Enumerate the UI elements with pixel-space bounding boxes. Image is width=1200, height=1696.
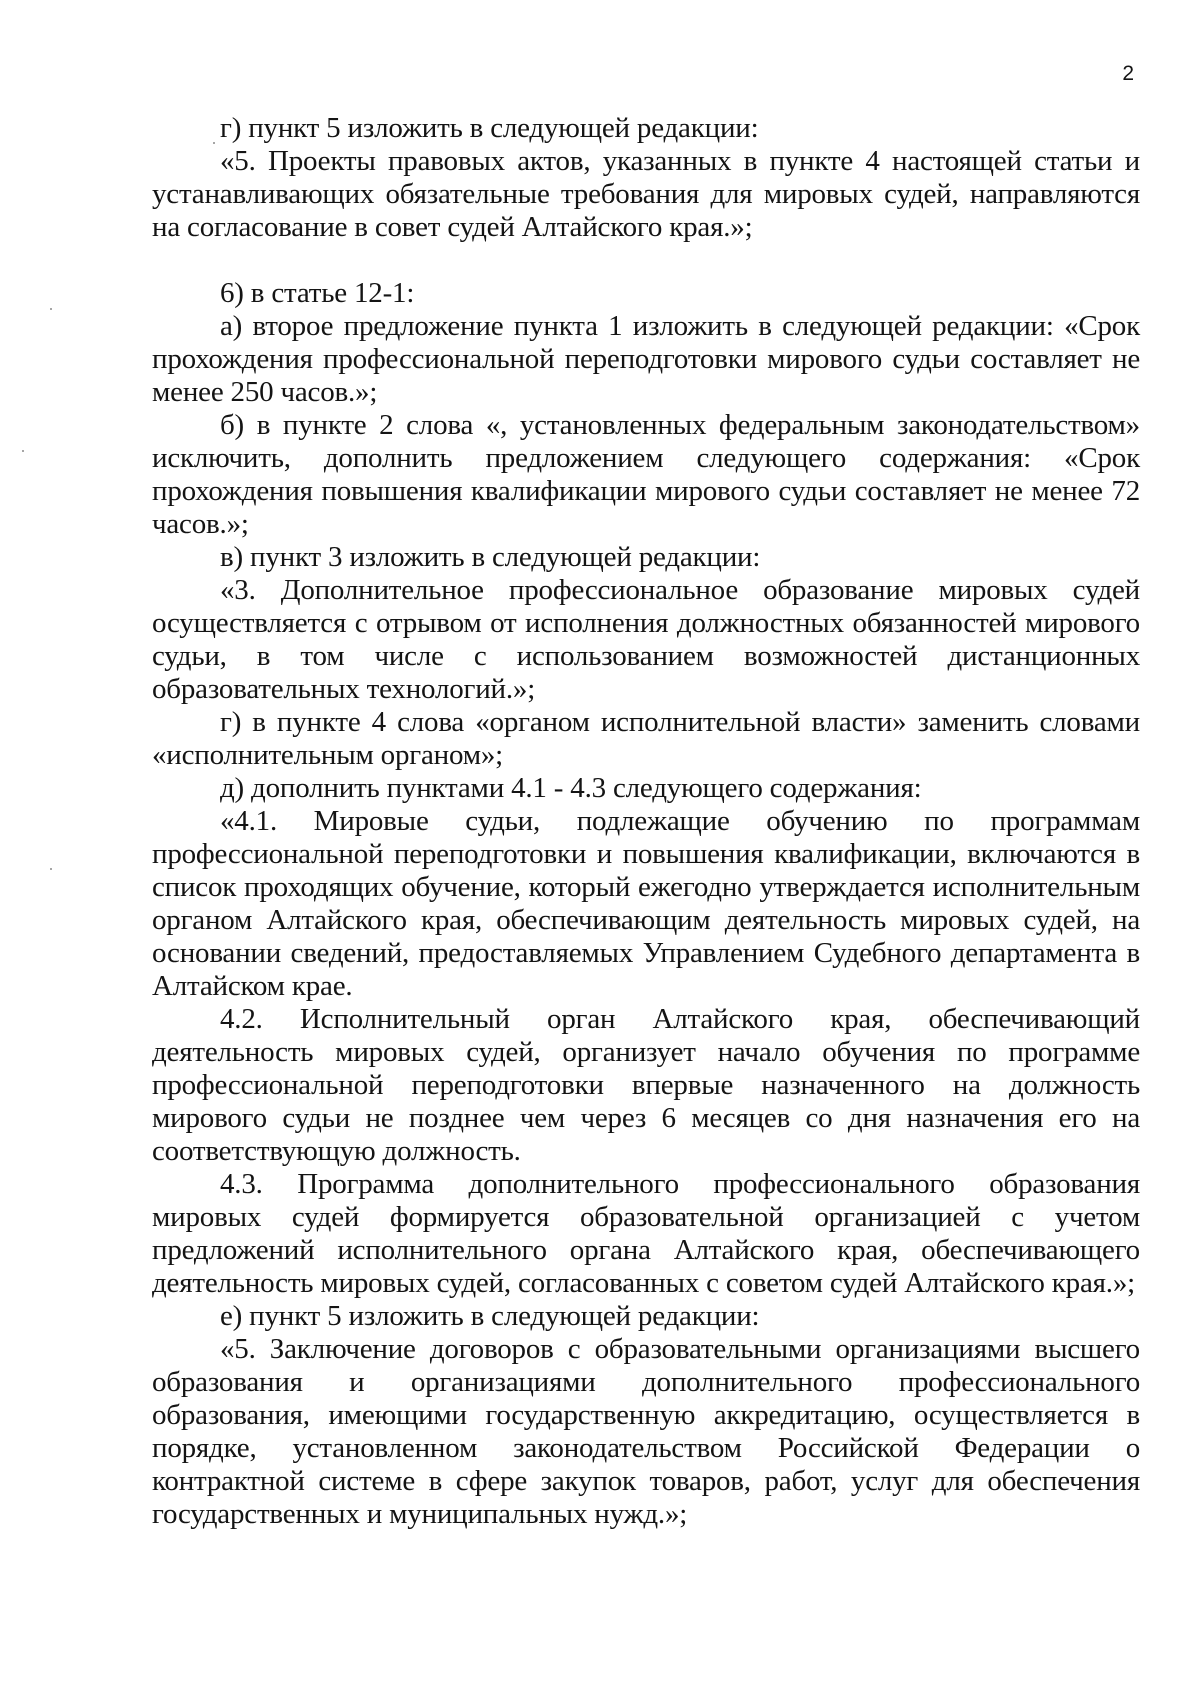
- scan-speck: [50, 868, 52, 870]
- paragraph: «4.1. Мировые судьи, подлежащие обучению по программам профессиональной переподготовки и повышения квалификации, включаются в список проходящих обучение, который ежегодно утверждается исполнительным органом Алтайского края, обеспечивающим деятельность мировых судей, на основании сведений, предоставляемых Управлением Судебного департамента в Алтайском крае.: [152, 805, 1140, 1002]
- scan-speck: [22, 450, 24, 452]
- paragraph: г) в пункте 4 слова «органом исполнительной власти» заменить словами «исполнительным органом»;: [152, 706, 1140, 771]
- page-number: 2: [1122, 62, 1134, 85]
- paragraph: 4.2. Исполнительный орган Алтайского края, обеспечивающий деятельность мировых судей, организует начало обучения по программе профессиональной переподготовки впервые назначенного на должность мирового судьи не позднее чем через 6 месяцев со дня назначения его на соответствующую должность.: [152, 1003, 1140, 1167]
- paragraph: 4.3. Программа дополнительного профессионального образования мировых судей формируется образовательной организацией с учетом предложений исполнительного органа Алтайского края, обеспечивающего деятельность мировых судей, согласованных с советом судей Алтайского края.»;: [152, 1168, 1140, 1299]
- paragraph: в) пункт 3 изложить в следующей редакции:: [220, 541, 761, 573]
- paragraph: «5. Проекты правовых актов, указанных в пункте 4 настоящей статьи и устанавливающих обязательные требования для мировых судей, направляются на согласование в совет судей Алтайского края.»;: [152, 145, 1140, 243]
- paragraph: а) второе предложение пункта 1 изложить в следующей редакции: «Срок прохождения профессиональной переподготовки мирового судьи составляет не менее 250 часов.»;: [152, 310, 1140, 408]
- scan-speck: [50, 308, 52, 310]
- paragraph: е) пункт 5 изложить в следующей редакции:: [220, 1300, 760, 1332]
- paragraph: 6) в статье 12-1:: [220, 277, 415, 309]
- paragraph: б) в пункте 2 слова «, установленных федеральным законодательством» исключить, дополнить предложением следующего содержания: «Срок прохождения повышения квалификации мирового судьи составляет не менее 72 часов.»;: [152, 409, 1140, 540]
- paragraph: д) дополнить пунктами 4.1 - 4.3 следующего содержания:: [220, 772, 922, 804]
- paragraph: г) пункт 5 изложить в следующей редакции:: [220, 112, 759, 144]
- document-body: [152, 112, 1140, 1531]
- paragraph: «3. Дополнительное профессиональное образование мировых судей осуществляется с отрывом от исполнения должностных обязанностей мирового судьи, в том числе с использованием возможностей дистанционных образовательных технологий.»;: [152, 574, 1140, 705]
- paragraph: «5. Заключение договоров с образовательными организациями высшего образования и организациями дополнительного профессионального образования, имеющими государственную аккредитацию, осуществляется в порядке, установленном законодательством Российской Федерации о контрактной системе в сфере закупок товаров, работ, услуг для обеспечения государственных и муниципальных нужд.»;: [152, 1333, 1140, 1530]
